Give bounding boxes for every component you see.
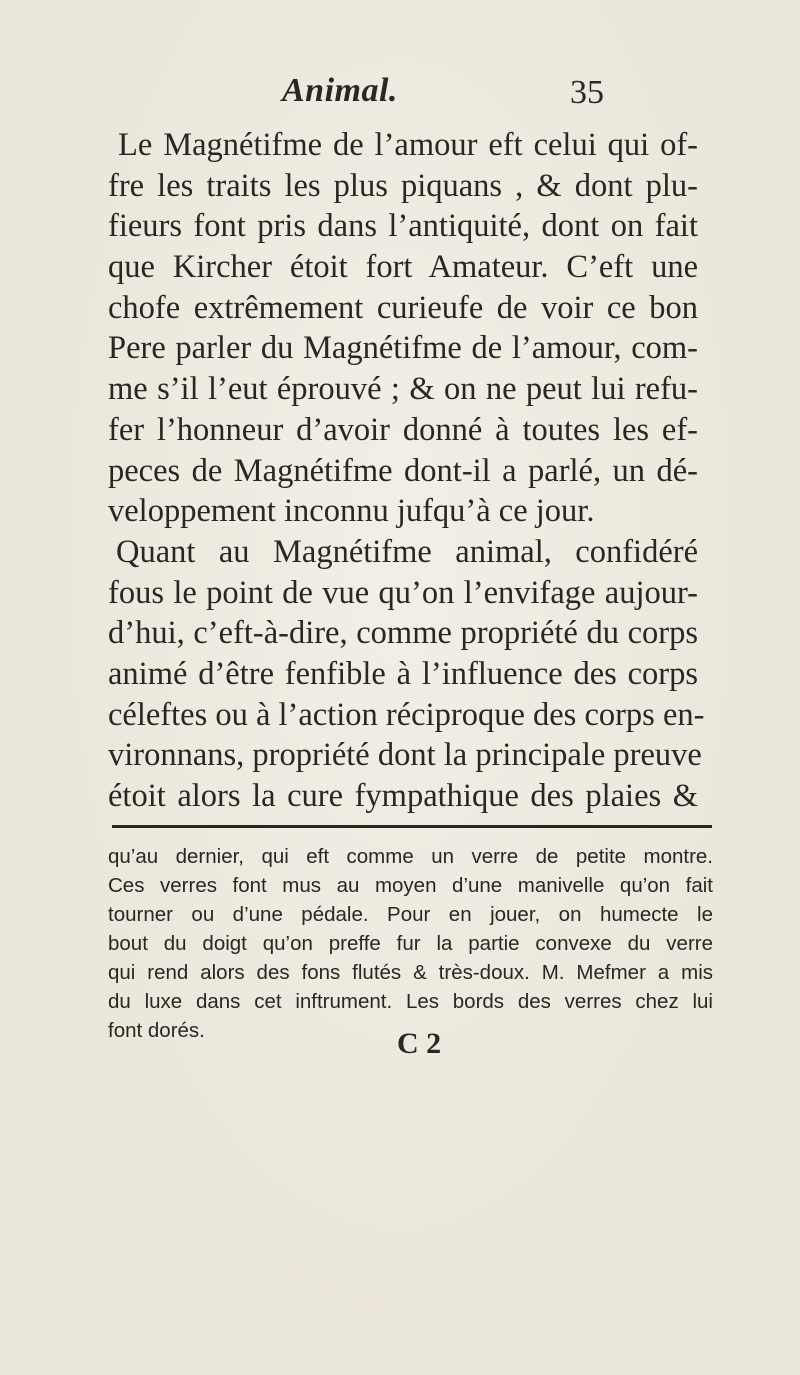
footnote-line: du luxe dans cet inftrument. Les bords des verres chez lui [108, 990, 713, 1013]
running-head: Animal. [282, 72, 398, 109]
paragraph-2 [108, 532, 705, 817]
text-line: Pere parler du Magnétifme de l’amour, com- [108, 330, 698, 367]
page-number: 35 [570, 74, 604, 111]
footnote [108, 842, 713, 1045]
page-header [0, 72, 800, 122]
footnote-line: Ces verres font mus au moyen d’une manivelle qu’on fait [108, 874, 713, 897]
text-line: fer l’honneur d’avoir donné à toutes les ef- [108, 411, 698, 448]
footnote-divider [112, 825, 712, 828]
text-line: chofe extrêmement curieufe de voir ce bon [108, 289, 698, 326]
text-line: peces de Magnétifme dont-il a parlé, un dé- [108, 452, 698, 489]
main-text [108, 125, 705, 817]
text-line: Quant au Magnétifme animal, confidéré [116, 533, 698, 570]
footnote-line: font dorés. [108, 1019, 205, 1042]
footnote-line: qui rend alors des fons flutés & très-doux. M. Mefmer a mis [108, 961, 713, 984]
text-line: me s’il l’eut éprouvé ; & on ne peut lui refu- [108, 371, 698, 408]
footnote-line: tourner ou d’une pédale. Pour en jouer, on humecte le [108, 903, 713, 926]
text-line: veloppement inconnu jufqu’à ce jour. [108, 493, 595, 530]
text-line: fous le point de vue qu’on l’envifage aujour- [108, 574, 698, 611]
text-line: que Kircher étoit fort Amateur. C’eft une [108, 249, 698, 286]
text-line: fieurs font pris dans l’antiquité, dont on fait [108, 208, 698, 245]
text-line: d’hui, c’eft-à-dire, comme propriété du corps [108, 615, 698, 652]
text-line: céleftes ou à l’action réciproque des corps en- [108, 696, 705, 733]
paragraph-1 [108, 125, 698, 532]
signature-mark: C 2 [397, 1027, 442, 1060]
text-line: vironnans, propriété dont la principale preuve [108, 737, 702, 774]
footnote-line: qu’au dernier, qui eft comme un verre de petite montre. [108, 845, 713, 868]
text-line: animé d’être fenfible à l’influence des corps [108, 655, 698, 692]
text-line: Le Magnétifme de l’amour eft celui qui of- [118, 127, 698, 163]
footnote-line: bout du doigt qu’on preffe fur la partie convexe du verre [108, 932, 713, 955]
text-line: étoit alors la cure fympathique des plaies & [108, 778, 698, 814]
text-line: fre les traits les plus piquans , & dont plu- [108, 167, 698, 204]
